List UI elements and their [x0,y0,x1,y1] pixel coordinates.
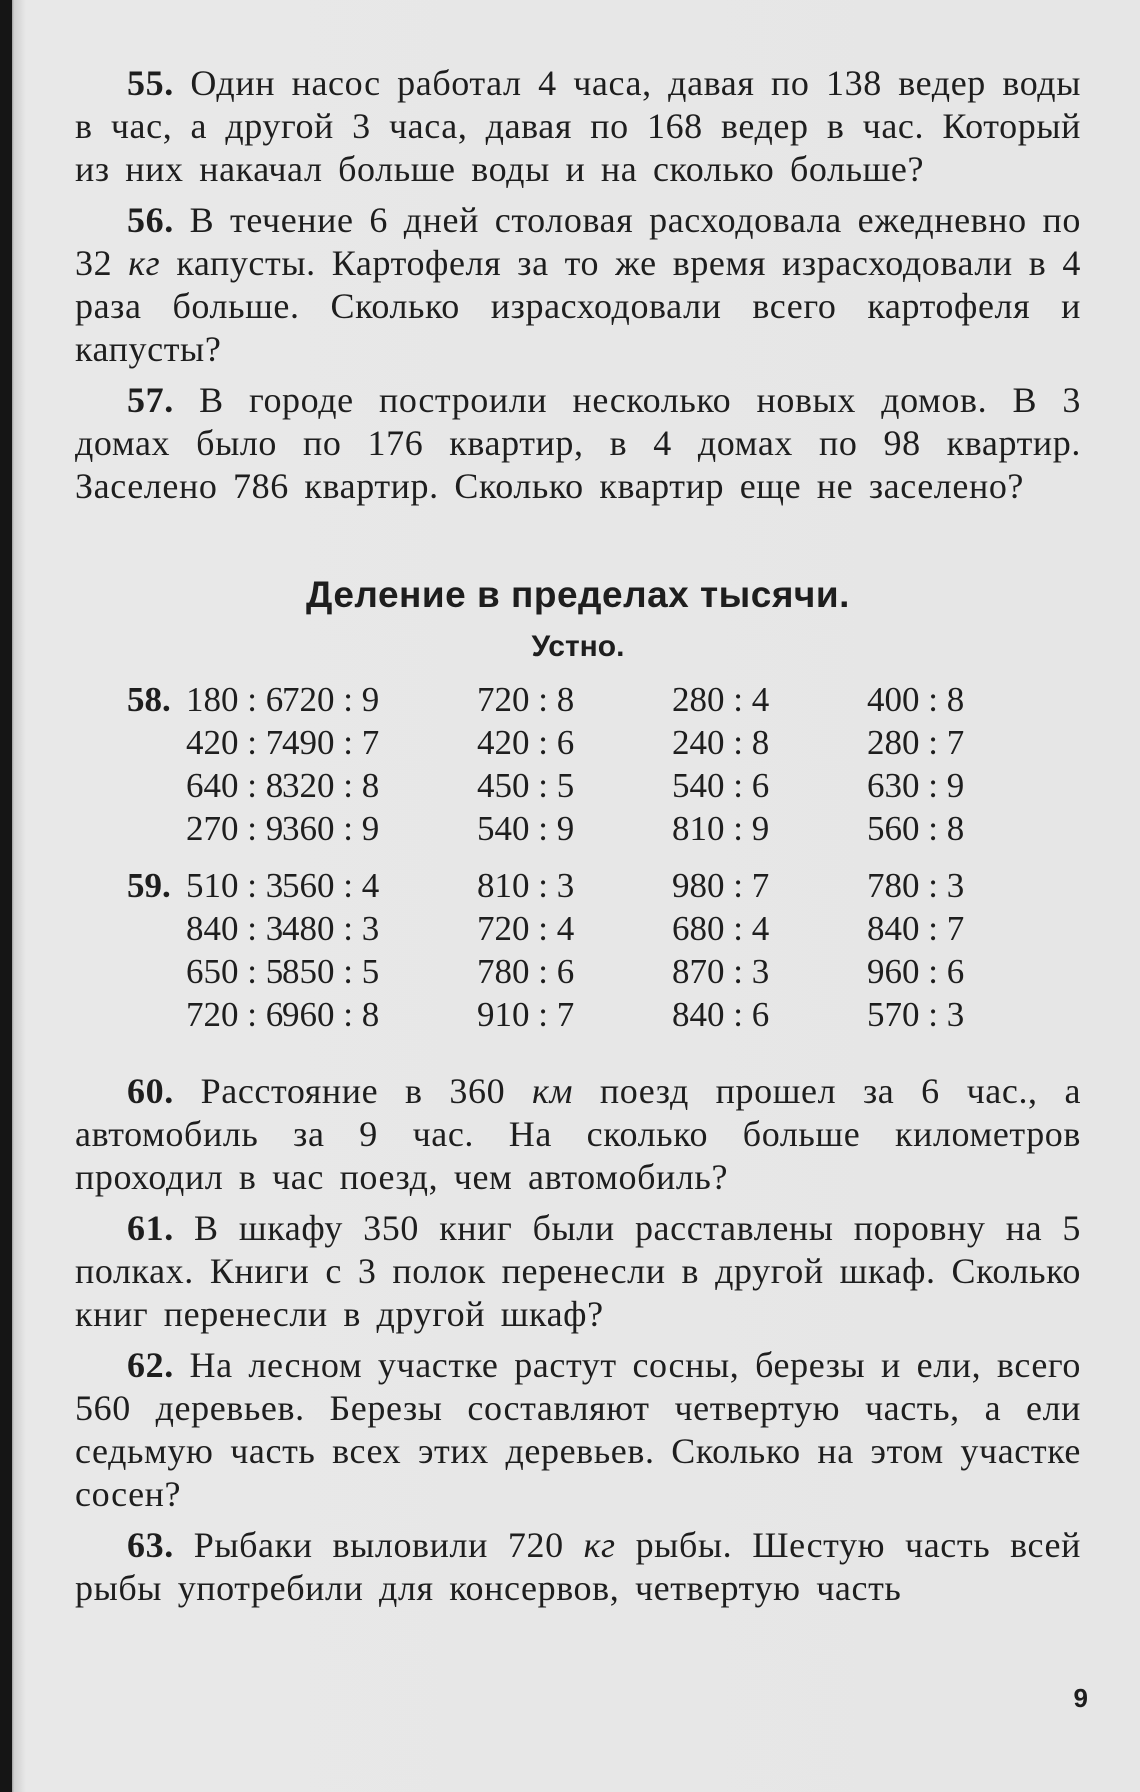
exercise-item: 320 : 8 [282,766,380,805]
exercise-item: 720 : 6 [186,995,284,1034]
exercise-item: 270 : 9 [186,809,284,848]
unit-text: км [532,1071,574,1111]
exercise-item: 910 : 7 [477,995,575,1034]
exercise-grid [186,678,1081,850]
exercise-item: 400 : 8 [867,680,965,719]
problem-text: В городе построили несколько новых домов. В 3 домах было по 176 квартир, в 4 домах по 98 квартир. Заселено 786 квартир. Сколько квартир еще не заселено? [75,380,1081,506]
exercise-item: 560 : 8 [867,809,965,848]
problem-text: На лесном участке растут сосны, березы и ели, всего 560 деревьев. Березы составляют четвертую часть, а ели седьмую часть всех этих деревьев. Сколько на этом участке сосен? [75,1345,1081,1514]
exercise-grid [186,864,1081,1036]
exercise-item: 180 : 6 [186,680,284,719]
problem-60 [75,1070,1081,1199]
page-content [75,62,1081,1618]
exercise-item: 960 : 8 [282,995,380,1034]
exercise-item: 840 : 3 [186,909,284,948]
exercise-item: 840 : 7 [867,909,965,948]
exercise-number: 59. [127,866,171,905]
problem-text: Один насос работал 4 часа, давая по 138 ведер воды в час, а другой 3 часа, давая по 168 ведер в час. Который из них накачал больше воды и на сколько больше? [75,63,1081,189]
unit-text: кг [128,243,161,283]
problem-57 [75,379,1081,508]
problem-number: 61. [127,1208,174,1248]
problem-number: 57. [127,380,174,420]
exercise-item: 630 : 9 [867,766,965,805]
unit-text: кг [583,1525,616,1565]
exercise-item: 280 : 4 [672,680,770,719]
exercise-item: 480 : 3 [282,909,380,948]
lower-problems [75,1070,1081,1610]
exercise-item: 510 : 3 [186,866,284,905]
exercise-item: 650 : 5 [186,952,284,991]
exercise-item: 570 : 3 [867,995,965,1034]
problem-number: 63. [127,1525,174,1565]
exercise-item: 810 : 9 [672,809,770,848]
problem-number: 56. [127,200,174,240]
exercise-item: 540 : 9 [477,809,575,848]
exercise-item: 420 : 7 [186,723,284,762]
problem-55 [75,62,1081,191]
exercise-item: 560 : 4 [282,866,380,905]
problem-text: капусты. Картофеля за то же время израсходовали в 4 раза больше. Сколько израсходовали всего картофеля и капусты? [75,243,1081,369]
exercise-number: 58. [127,680,171,719]
problem-number: 62. [127,1345,174,1385]
exercise-item: 490 : 7 [282,723,380,762]
problem-text: В течение 6 дней столовая расходовала ежедневно по 32 [75,200,1081,283]
problem-text: В шкафу 350 книг были расставлены поровну на 5 полках. Книги с 3 полок перенесли в другой шкаф. Сколько книг перенесли в другой шкаф? [75,1208,1081,1334]
problem-text: поезд прошел за 6 час., а автомобиль за 9 час. На сколько больше километров проходил в час поезд, чем автомобиль? [75,1071,1082,1197]
problem-text: рыбы. Шестую часть всей рыбы употребили для консервов, четвертую часть [75,1525,1081,1608]
exercise-item: 540 : 6 [672,766,770,805]
exercise-item: 640 : 8 [186,766,284,805]
problem-number: 60. [127,1071,174,1111]
exercise-59 [75,864,1081,1036]
exercise-item: 450 : 5 [477,766,575,805]
exercise-item: 780 : 3 [867,866,965,905]
exercise-item: 810 : 3 [477,866,575,905]
problem-text: Рыбаки выловили 720 [193,1525,584,1565]
exercise-58 [75,678,1081,850]
exercise-item: 720 : 8 [477,680,575,719]
section-title: Деление в пределах тысячи. [306,574,850,615]
exercise-item: 850 : 5 [282,952,380,991]
problem-62 [75,1344,1081,1516]
problem-63 [75,1524,1081,1610]
exercise-item: 420 : 6 [477,723,575,762]
exercise-item: 980 : 7 [672,866,770,905]
problem-56 [75,199,1081,371]
exercise-item: 240 : 8 [672,723,770,762]
exercise-item: 720 : 4 [477,909,575,948]
section-subtitle: Устно. [531,630,625,663]
exercise-item: 870 : 3 [672,952,770,991]
exercise-item: 780 : 6 [477,952,575,991]
exercise-item: 960 : 6 [867,952,965,991]
exercise-item: 680 : 4 [672,909,770,948]
exercise-item: 840 : 6 [672,995,770,1034]
problem-number: 55. [127,63,174,103]
problem-text: Расстояние в 360 [200,1071,533,1111]
exercise-item: 360 : 9 [282,809,380,848]
exercise-item: 720 : 9 [282,680,380,719]
page-number: 9 [1073,1683,1088,1713]
exercise-item: 280 : 7 [867,723,965,762]
problem-61 [75,1207,1081,1336]
book-spine [0,0,12,1792]
